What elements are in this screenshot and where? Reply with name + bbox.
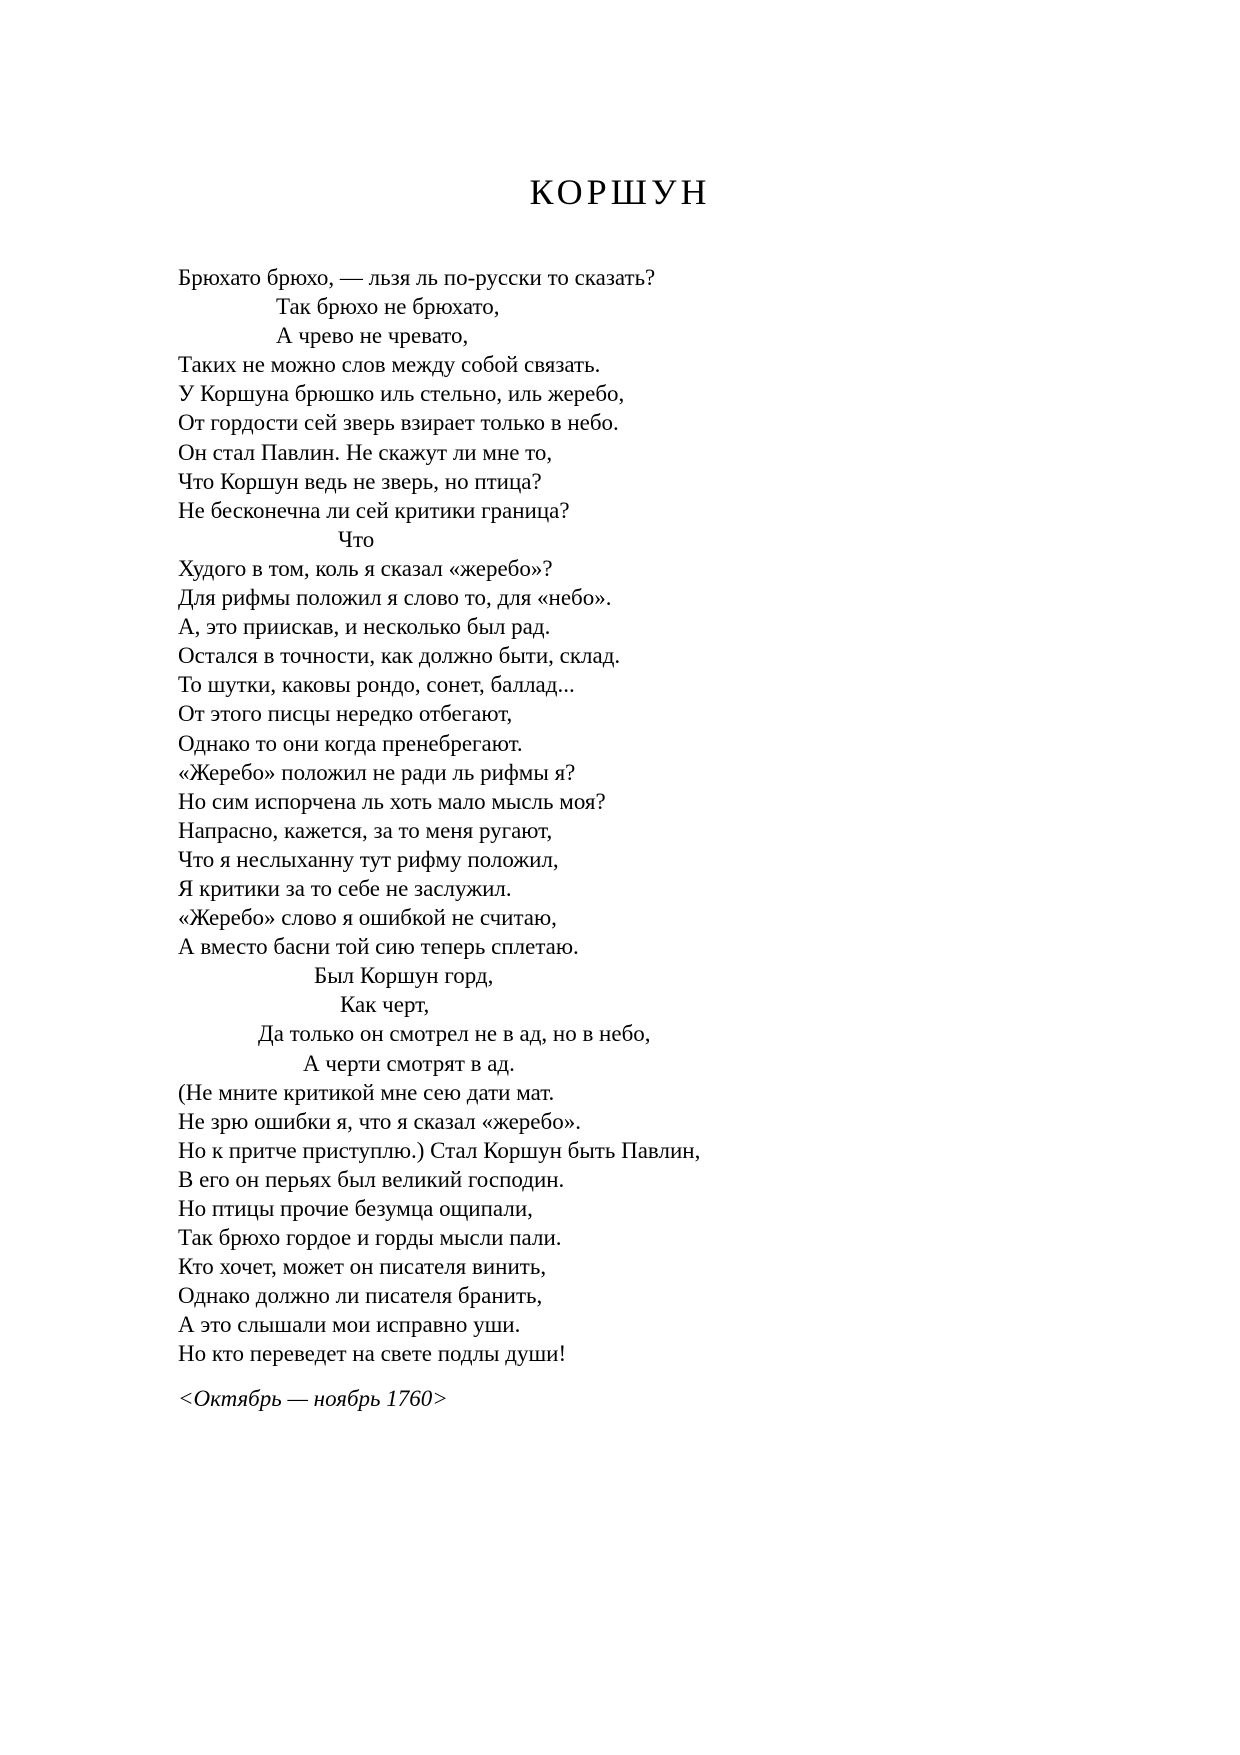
poem-line: Так брюхо гордое и горды мысли пали. bbox=[178, 1225, 562, 1251]
poem-line: Однако должно ли писателя бранить, bbox=[178, 1283, 543, 1309]
poem-line: А, это приискав, и несколько был рад. bbox=[178, 614, 551, 640]
poem-line: Был Коршун горд, bbox=[314, 963, 494, 989]
poem-line: «Жеребо» слово я ошибкой не считаю, bbox=[178, 905, 557, 931]
poem-line: А черти смотрят в ад. bbox=[303, 1050, 515, 1076]
poem-line: Брюхато брюхо, — льзя ль по-русски то сказать? bbox=[178, 265, 656, 290]
poem-line: «Жеребо» положил не ради ль рифмы я? bbox=[178, 759, 576, 785]
poem-line: Так брюхо не брюхато, bbox=[276, 294, 500, 320]
poem-line: Таких не можно слов между собой связать. bbox=[178, 352, 601, 378]
poem-line: Но к притче приступлю.) Стал Коршун быть Павлин, bbox=[178, 1137, 701, 1163]
poem-line: В его он перьях был великий господин. bbox=[178, 1166, 565, 1192]
poem-line: Я критики за то себе не заслужил. bbox=[178, 875, 512, 901]
poem-line: (Не мните критикой мне сею дати мат. bbox=[178, 1079, 555, 1105]
poem-line: Да только он смотрел не в ад, но в небо, bbox=[258, 1021, 651, 1047]
poem-line: Не зрю ошибки я, что я сказал «жеребо». bbox=[178, 1108, 581, 1134]
poem-line: А вместо басни той сию теперь сплетаю. bbox=[178, 934, 579, 960]
poem-line: Что я неслыханну тут рифму положил, bbox=[178, 846, 559, 872]
poem-line: От гордости сей зверь взирает только в небо. bbox=[178, 410, 619, 436]
poem-line: Что Коршун ведь не зверь, но птица? bbox=[178, 468, 542, 494]
poem-date: <Октябрь — ноябрь 1760> bbox=[178, 1386, 448, 1411]
poem-line: То шутки, каковы рондо, сонет, баллад... bbox=[178, 672, 575, 698]
poem-line: Остался в точности, как должно быти, склад. bbox=[178, 643, 621, 669]
poem-line: Кто хочет, может он писателя винить, bbox=[178, 1254, 547, 1280]
poem-line: У Коршуна брюшко иль стельно, иль жеребо, bbox=[178, 381, 625, 407]
poem-line: Но сим испорчена ль хоть мало мысль моя? bbox=[178, 788, 606, 814]
poem-line: Он стал Павлин. Не скажут ли мне то, bbox=[178, 439, 553, 465]
poem-line: Как черт, bbox=[340, 992, 430, 1018]
poem-line: А это слышали мои исправно уши. bbox=[178, 1312, 521, 1338]
poem-line: От этого писцы нередко отбегают, bbox=[178, 701, 513, 727]
poem-line: Худого в том, коль я сказал «жеребо»? bbox=[178, 555, 553, 581]
poem-line: Что bbox=[338, 526, 375, 552]
poem-line: Для рифмы положил я слово то, для «небо». bbox=[178, 585, 612, 611]
poem-title: КОРШУН bbox=[529, 172, 711, 212]
poem-line: Но кто переведет на свете подлы души! bbox=[178, 1341, 567, 1367]
poem-line: Однако то они когда пренебрегают. bbox=[178, 730, 523, 756]
poem-line: Не бесконечна ли сей критики граница? bbox=[178, 497, 570, 523]
poem-line: Но птицы прочие безумца ощипали, bbox=[178, 1196, 533, 1221]
poem-line: А чрево не чревато, bbox=[276, 323, 469, 349]
poem-line: Напрасно, кажется, за то меня ругают, bbox=[178, 817, 553, 843]
poem-body bbox=[178, 263, 1078, 1369]
